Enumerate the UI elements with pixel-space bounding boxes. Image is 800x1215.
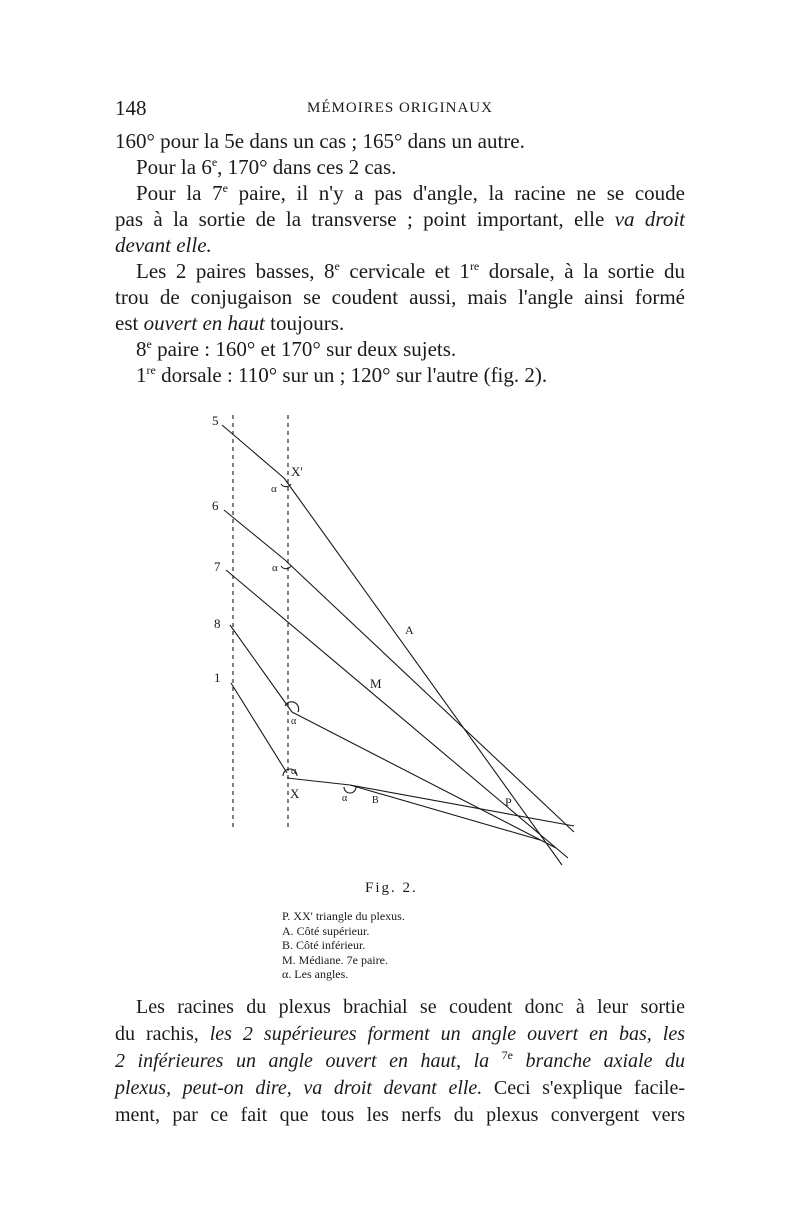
- median-label-m: M: [370, 676, 382, 691]
- point-label-xprime: X': [291, 464, 303, 479]
- page-number: 148: [115, 96, 147, 120]
- root-label-8: 8: [214, 616, 221, 631]
- root-label-1: 1: [214, 670, 221, 685]
- angle-arc: [285, 702, 299, 712]
- text-line: Pour la 6e, 170° dans ces 2 cas.: [136, 155, 397, 179]
- nerve-root-7: [226, 570, 568, 858]
- angle-label-alpha: α: [291, 716, 297, 727]
- side-B-line: [287, 778, 350, 785]
- figure-legend: [282, 909, 405, 982]
- legend-item: α. Les angles.: [282, 967, 349, 981]
- text-line: devant elle.: [115, 233, 212, 257]
- angle-arc: [281, 566, 291, 569]
- running-title: MÉMOIRES ORIGINAUX: [307, 100, 493, 116]
- text-line: est ouvert en haut toujours.: [115, 311, 345, 335]
- angle-label-alpha: α: [271, 483, 277, 495]
- text-line: pas à la sortie de la transverse ; point important, elle va droit: [115, 207, 685, 231]
- root-label-7: 7: [214, 559, 221, 574]
- text-line: trou de conjugaison se coudent aussi, mais l'angle ainsi formé: [115, 285, 685, 309]
- nerve-root-5: [222, 425, 284, 478]
- side-label-b: B: [372, 795, 379, 806]
- root-label-6: 6: [212, 498, 219, 513]
- text-line: 160° pour la 5e dans un cas ; 165° dans un autre.: [115, 129, 525, 153]
- side-label-a: A: [405, 623, 414, 637]
- side-A-line: [284, 478, 562, 865]
- bottom-text-block: [115, 994, 685, 1129]
- text-line: Les racines du plexus brachial se coudent donc à leur sortie: [136, 996, 685, 1018]
- root-label-5: 5: [212, 413, 219, 428]
- legend-item: M. Médiane. 7e paire.: [282, 952, 388, 967]
- text-line: du rachis, les 2 supérieures forment un angle ouvert en bas, les: [115, 1023, 685, 1045]
- text-line: Pour la 7e paire, il n'y a pas d'angle, la racine ne se coude: [136, 181, 686, 205]
- text-line: 1re dorsale : 110° sur un ; 120° sur l'autre (fig. 2).: [136, 363, 548, 387]
- side-A-line: [285, 560, 574, 832]
- angle-label-alpha: α: [272, 562, 278, 574]
- text-line: plexus, peut-on dire, va droit devant elle. Ceci s'explique facile-: [115, 1077, 686, 1099]
- text-line: 8e paire : 160° et 170° sur deux sujets.: [136, 337, 457, 361]
- text-line: Les 2 paires basses, 8e cervicale et 1re dorsale, à la sortie du: [136, 259, 686, 283]
- legend-item: A. Côté supérieur.: [282, 923, 370, 938]
- point-label-x: X: [290, 786, 300, 801]
- nerve-root-1: [231, 683, 287, 773]
- side-B-line: [350, 785, 574, 826]
- text-line: ment, par ce fait que tous les nerfs du plexus convergent vers: [115, 1104, 685, 1126]
- figure-title: Fig. 2.: [365, 880, 418, 896]
- text-line: 2 inférieures un angle ouvert en haut, la $^{7e}$ branche axiale du: [115, 1048, 685, 1072]
- nerve-8-continuation: [292, 712, 556, 848]
- legend-item: P. XX' triangle du plexus.: [282, 909, 405, 923]
- nerve-root-8: [230, 625, 292, 712]
- point-label-p: P: [505, 795, 512, 809]
- legend-item: B. Côté inférieur.: [282, 938, 366, 952]
- side-B-line: [350, 785, 540, 840]
- angle-label-alpha: α: [291, 766, 297, 777]
- angle-label-alpha: α: [342, 793, 348, 804]
